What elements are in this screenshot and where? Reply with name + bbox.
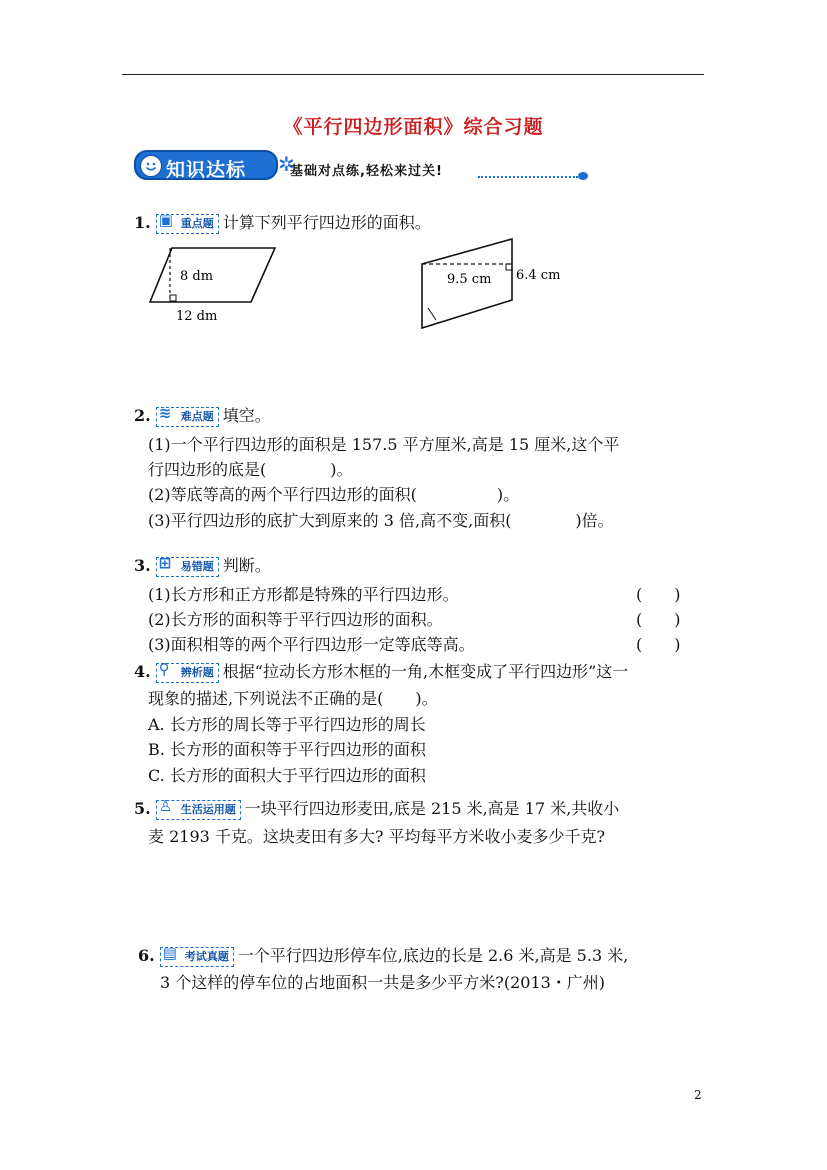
parallelogram-figure-1 xyxy=(140,240,440,330)
question-5 xyxy=(134,796,619,820)
q2-item-1b: 行四边形的底是( )。 xyxy=(148,460,353,479)
q5-text-b: 麦 2193 千克。这块麦田有多大? 平均每平方米收小麦多少千克? xyxy=(148,827,606,846)
question-number: 6. xyxy=(138,946,155,965)
question-tag: ▤ 考试真题 xyxy=(160,947,234,967)
exam-paper-icon: ▤ xyxy=(162,943,177,962)
question-tag: ≋ 难点题 xyxy=(156,407,219,427)
page-number: 2 xyxy=(694,1088,702,1102)
question-number: 1. xyxy=(134,213,151,232)
banner-dotted-line xyxy=(478,176,578,178)
medkit-icon: ⊞ xyxy=(158,553,172,572)
question-3 xyxy=(134,553,271,577)
banner-dot-end xyxy=(578,172,588,180)
section-banner xyxy=(134,150,295,181)
book-icon: ▣ xyxy=(158,210,173,229)
q3-item-2: (2)长方形的面积等于平行四边形的面积。 xyxy=(148,610,443,629)
banner-subtitle: 基础对点练,轻松来过关! xyxy=(290,164,443,179)
question-6 xyxy=(138,943,628,967)
question-number: 5. xyxy=(134,799,151,818)
person-icon: ♙ xyxy=(158,796,173,815)
question-tag: ♙ 生活运用题 xyxy=(156,800,241,820)
page-title: 《平行四边形面积》综合习题 xyxy=(283,116,544,138)
magnifier-icon: ⚲ xyxy=(158,659,170,678)
q4-option-b: B. 长方形的面积等于平行四边形的面积 xyxy=(148,740,426,759)
right-angle-mark-2 xyxy=(506,264,512,270)
pinwheel-icon: ✲ xyxy=(278,152,295,176)
question-number: 3. xyxy=(134,556,151,575)
question-text: 判断。 xyxy=(222,556,271,575)
question-tag: ▣ 重点题 xyxy=(156,214,219,234)
question-1 xyxy=(134,210,431,234)
judgement-bracket: ( ) xyxy=(636,635,681,654)
header-rule xyxy=(122,74,704,75)
question-text: 一个平行四边形停车位,底边的长是 2.6 米,高是 5.3 米, xyxy=(237,946,629,965)
q2-item-2: (2)等底等高的两个平行四边形的面积( )。 xyxy=(148,485,520,504)
judgement-bracket: ( ) xyxy=(636,610,681,629)
parallelogram-figure-2 xyxy=(410,232,600,337)
question-tag: ⚲ 辨析题 xyxy=(156,663,219,683)
q2-item-1a: (1)一个平行四边形的面积是 157.5 平方厘米,高是 15 厘米,这个平 xyxy=(148,435,620,454)
banner-label: 知识达标 xyxy=(166,159,247,181)
question-text: 根据“拉动长方形木框的一角,木框变成了平行四边形”这一 xyxy=(222,662,629,681)
question-text: 计算下列平行四边形的面积。 xyxy=(222,213,431,232)
height-label-2: 6.4 cm xyxy=(516,268,561,283)
q3-item-3: (3)面积相等的两个平行四边形一定等底等高。 xyxy=(148,635,475,654)
q4-option-a: A. 长方形的周长等于平行四边形的周长 xyxy=(148,715,426,734)
q4-option-c: C. 长方形的面积大于平行四边形的面积 xyxy=(148,766,426,785)
height-label-1: 8 dm xyxy=(180,269,214,284)
layers-icon: ≋ xyxy=(158,403,172,422)
base-label-1: 12 dm xyxy=(176,309,218,324)
q2-item-3: (3)平行四边形的底扩大到原来的 3 倍,高不变,面积( )倍。 xyxy=(148,511,614,530)
question-number: 2. xyxy=(134,406,151,425)
banner-pill xyxy=(134,150,278,180)
question-number: 4. xyxy=(134,662,151,681)
right-angle-mark-1 xyxy=(170,295,176,301)
question-4 xyxy=(134,659,628,683)
question-text: 填空。 xyxy=(222,406,271,425)
base-label-2: 9.5 cm xyxy=(447,272,492,287)
tick-mark xyxy=(428,308,436,320)
question-text: 一块平行四边形麦田,底是 215 米,高是 17 米,共收小 xyxy=(244,799,620,818)
smiley-icon xyxy=(140,155,162,177)
question-2 xyxy=(134,403,271,427)
judgement-bracket: ( ) xyxy=(636,585,681,604)
q6-text-b: 3 个这样的停车位的占地面积一共是多少平方米?(2013・广州) xyxy=(160,973,606,992)
q4-text-b: 现象的描述,下列说法不正确的是( )。 xyxy=(148,689,438,708)
question-tag: ⊞ 易错题 xyxy=(156,557,219,577)
q3-item-1: (1)长方形和正方形都是特殊的平行四边形。 xyxy=(148,585,459,604)
